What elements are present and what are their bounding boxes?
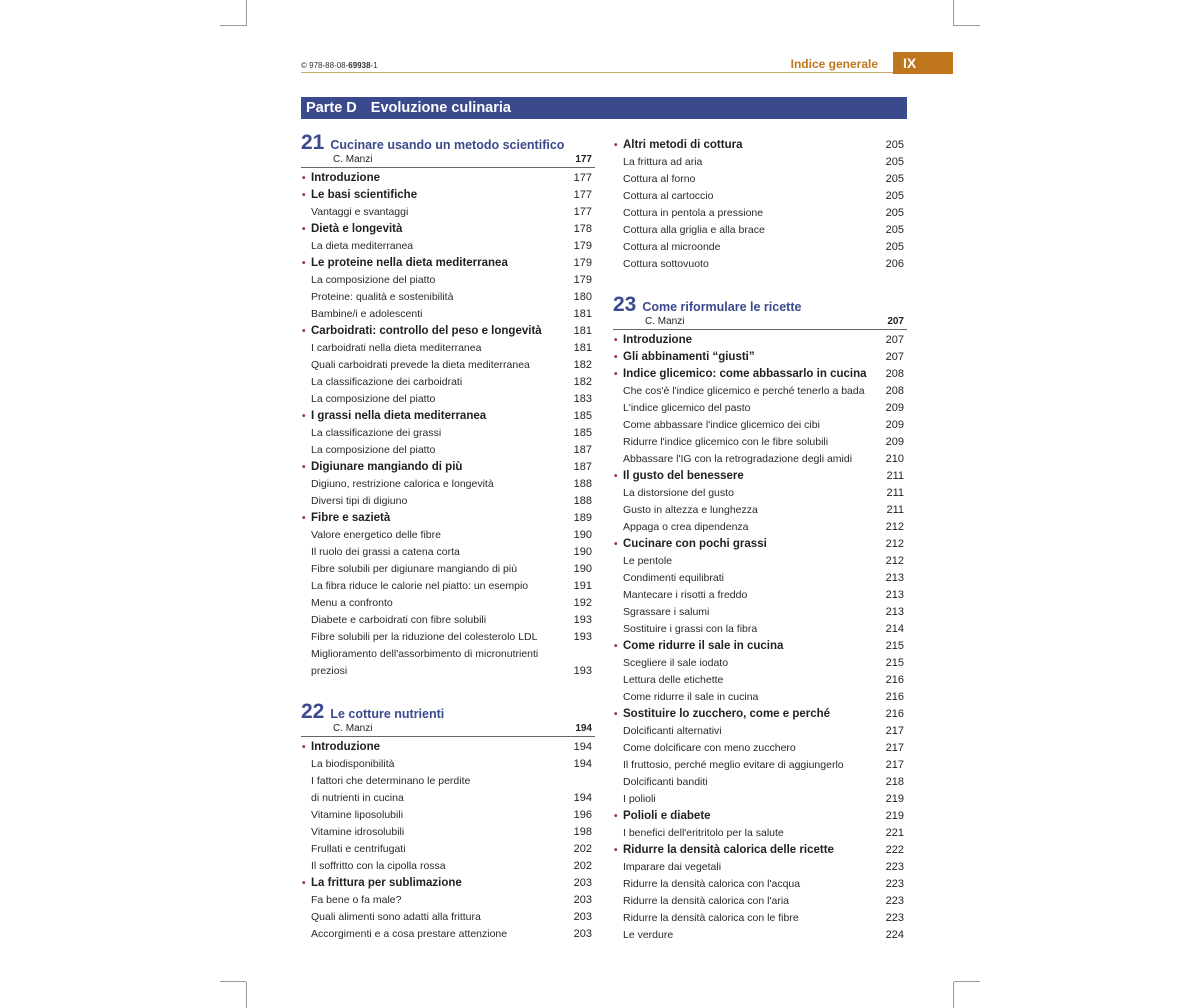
entry-page: 217	[885, 759, 904, 771]
entry-page: 219	[885, 810, 904, 822]
entry-title: La distorsione del gusto	[623, 487, 734, 499]
entry-page: 190	[573, 563, 592, 575]
entry-page: 208	[885, 385, 904, 397]
toc-subsection	[301, 807, 595, 824]
toc-section	[301, 170, 595, 187]
entry-title: • Polioli e diabete	[613, 808, 711, 825]
entry-title: • La frittura per sublimazione	[301, 875, 462, 892]
entry-page: 211	[886, 504, 904, 516]
entry-title: Ridurre la densità calorica con l'acqua	[623, 878, 801, 890]
entry-title: La composizione del piatto	[311, 274, 436, 286]
entry-page: 205	[885, 139, 904, 151]
toc-section	[301, 255, 595, 272]
chapter-author-line	[301, 722, 595, 737]
entry-title: • Come ridurre il sale in cucina	[613, 638, 783, 655]
chapter-author-line	[613, 315, 907, 330]
toc-section	[301, 739, 595, 756]
entry-title: Cottura al forno	[623, 173, 696, 185]
toc-subsection	[613, 256, 907, 273]
crop-mark	[246, 0, 247, 26]
entry-title: Frullati e centrifugati	[311, 843, 406, 855]
entry-title: Condimenti equilibrati	[623, 572, 724, 584]
toc-subsection	[301, 306, 595, 323]
toc-subsection	[613, 222, 907, 239]
entry-page: 205	[885, 224, 904, 236]
chapter-number: 23	[613, 293, 637, 316]
entry-page: 205	[885, 241, 904, 253]
toc-section	[613, 536, 907, 553]
entry-page: 209	[885, 436, 904, 448]
entry-page: 210	[885, 453, 904, 465]
entry-title: Miglioramento dell'assorbimento di micronutrienti	[311, 648, 539, 660]
chapter-author: C. Manzi	[645, 316, 685, 327]
entry-title: • Sostituire lo zucchero, come e perché	[613, 706, 830, 723]
crop-mark	[954, 981, 980, 982]
toc-subsection	[301, 289, 595, 306]
entry-title: • Cucinare con pochi grassi	[613, 536, 767, 553]
toc-section	[301, 459, 595, 476]
entry-page: 209	[885, 402, 904, 414]
entry-page: 223	[885, 878, 904, 890]
entry-title: Dolcificanti banditi	[623, 776, 708, 788]
toc-section	[301, 323, 595, 340]
entry-title: • Introduzione	[301, 739, 380, 756]
toc-section	[613, 349, 907, 366]
entry-title: • Digiunare mangiando di più	[301, 459, 462, 476]
entry-title: • Carboidrati: controllo del peso e longevità	[301, 323, 542, 340]
toc-subsection	[301, 790, 595, 807]
entry-page: 193	[573, 631, 592, 643]
entry-page: 211	[886, 470, 904, 482]
entry-page: 205	[885, 207, 904, 219]
toc-subsection	[301, 340, 595, 357]
entry-page: 212	[885, 555, 904, 567]
entry-page: 216	[885, 691, 904, 703]
entry-page: 177	[573, 206, 592, 218]
toc-section	[301, 408, 595, 425]
entry-title: Cottura al cartoccio	[623, 190, 714, 202]
toc-subsection	[613, 774, 907, 791]
chapter-page: 207	[887, 316, 904, 327]
entry-title: La fibra riduce le calorie nel piatto: un esempio	[311, 580, 529, 592]
entry-title: Imparare dai vegetali	[623, 861, 722, 873]
entry-title: L'indice glicemico del pasto	[623, 402, 751, 414]
entry-page: 219	[885, 793, 904, 805]
toc-subsection	[613, 154, 907, 171]
entry-title: • I grassi nella dieta mediterranea	[301, 408, 486, 425]
toc-subsection	[301, 238, 595, 255]
entry-title: Che cos'è l'indice glicemico e perché tenerlo a bada	[623, 385, 865, 397]
entry-title: I benefici dell'eritritolo per la salute	[623, 827, 784, 839]
entry-page: 194	[573, 792, 592, 804]
entry-title: Cottura alla griglia e alla brace	[623, 224, 765, 236]
entry-page: 203	[573, 877, 592, 889]
entry-page: 190	[573, 529, 592, 541]
entry-page: 223	[885, 861, 904, 873]
entry-title: Gusto in altezza e lunghezza	[623, 504, 758, 516]
entry-title: I carboidrati nella dieta mediterranea	[311, 342, 482, 354]
part-heading	[301, 97, 907, 119]
toc-subsection	[301, 629, 595, 646]
entry-page: 181	[573, 342, 592, 354]
entry-title: • Il gusto del benessere	[613, 468, 744, 485]
entry-page: 191	[573, 580, 592, 592]
toc-section	[613, 638, 907, 655]
toc-subsection	[613, 188, 907, 205]
toc-subsection	[613, 927, 907, 944]
toc-subsection	[613, 519, 907, 536]
entry-page: 209	[885, 419, 904, 431]
toc-subsection	[613, 672, 907, 689]
entry-page: 213	[885, 572, 904, 584]
entry-title: • Fibre e sazietà	[301, 510, 390, 527]
toc-subsection	[613, 859, 907, 876]
entry-title: Diversi tipi di digiuno	[311, 495, 408, 507]
entry-page: 203	[573, 894, 592, 906]
chapter-author-line	[301, 153, 595, 168]
entry-page: 205	[885, 156, 904, 168]
entry-page: 179	[573, 240, 592, 252]
chapter-block	[301, 131, 595, 680]
toc-subsection	[301, 204, 595, 221]
entry-title: Il fruttosio, perché meglio evitare di aggiungerlo	[623, 759, 844, 771]
toc-subsection	[613, 171, 907, 188]
toc-right-column	[613, 137, 907, 944]
chapter-page: 194	[575, 723, 592, 734]
entry-title: Vitamine idrosolubili	[311, 826, 405, 838]
toc-subsection	[613, 417, 907, 434]
entry-title: La frittura ad aria	[623, 156, 703, 168]
entry-title: Vantaggi e svantaggi	[311, 206, 409, 218]
toc-subsection	[301, 374, 595, 391]
toc-subsection	[301, 476, 595, 493]
entry-page: 217	[885, 742, 904, 754]
toc-subsection	[613, 791, 907, 808]
entry-page: 214	[885, 623, 904, 635]
entry-title: • Ridurre la densità calorica delle ricette	[613, 842, 834, 859]
entry-title: Fibre solubili per la riduzione del colesterolo LDL	[311, 631, 538, 643]
entry-title: Bambine/i e adolescenti	[311, 308, 423, 320]
entry-title: Vitamine liposolubili	[311, 809, 404, 821]
entry-page: 212	[885, 521, 904, 533]
entry-page: 216	[885, 674, 904, 686]
toc-subsection	[613, 570, 907, 587]
toc-subsection	[613, 825, 907, 842]
entry-page: 213	[885, 589, 904, 601]
toc-subsection	[613, 587, 907, 604]
chapter-author: C. Manzi	[333, 154, 373, 165]
entry-page: 216	[885, 708, 904, 720]
entry-page: 177	[573, 172, 592, 184]
entry-page: 223	[885, 912, 904, 924]
entry-title: Sgrassare i salumi	[623, 606, 710, 618]
entry-page: 182	[573, 359, 592, 371]
part-label: Parte D	[306, 100, 357, 116]
entry-page: 206	[885, 258, 904, 270]
toc-subsection	[301, 612, 595, 629]
entry-title: I polioli	[623, 793, 656, 805]
entry-title: • Gli abbinamenti “giusti”	[613, 349, 755, 366]
entry-page: 208	[885, 368, 904, 380]
toc-subsection	[613, 434, 907, 451]
toc-subsection	[301, 544, 595, 561]
crop-mark	[954, 25, 980, 26]
page-number: IX	[893, 52, 953, 74]
entry-title: La dieta mediterranea	[311, 240, 414, 252]
chapter-heading	[613, 293, 907, 315]
chapter-continuation	[613, 137, 907, 273]
toc-subsection	[301, 892, 595, 909]
toc-subsection	[613, 604, 907, 621]
toc-subsection	[613, 689, 907, 706]
entry-page: 194	[573, 758, 592, 770]
toc-section	[613, 468, 907, 485]
chapter-number: 21	[301, 131, 325, 154]
entry-title: Mantecare i risotti a freddo	[623, 589, 748, 601]
crop-mark	[220, 981, 246, 982]
entry-title: Menu a confronto	[311, 597, 393, 609]
entry-page: 215	[885, 657, 904, 669]
toc-subsection	[301, 578, 595, 595]
entry-title: Accorgimenti e a cosa prestare attenzione	[311, 928, 508, 940]
toc-subsection	[301, 357, 595, 374]
entry-page: 211	[886, 487, 904, 499]
crop-mark	[953, 0, 954, 26]
entry-page: 182	[573, 376, 592, 388]
entry-title: Quali carboidrati prevede la dieta mediterranea	[311, 359, 530, 371]
toc-subsection	[613, 876, 907, 893]
entry-title: • Dietà e longevità	[301, 221, 402, 238]
toc-subsection	[613, 757, 907, 774]
entry-page: 190	[573, 546, 592, 558]
entry-title: Dolcificanti alternativi	[623, 725, 722, 737]
toc-subsection	[301, 272, 595, 289]
entry-title: • Introduzione	[301, 170, 380, 187]
toc-left-column	[301, 131, 595, 943]
running-title: Indice generale	[790, 57, 878, 71]
entry-title: Sostituire i grassi con la fibra	[623, 623, 758, 635]
entry-title: Appaga o crea dipendenza	[623, 521, 749, 533]
entry-page: 222	[885, 844, 904, 856]
entry-page: 196	[573, 809, 592, 821]
entry-page: 207	[885, 334, 904, 346]
toc-subsection	[301, 773, 595, 790]
toc-subsection	[613, 621, 907, 638]
entry-page: 221	[885, 827, 904, 839]
entry-page: 187	[573, 444, 592, 456]
entry-page: 213	[885, 606, 904, 618]
entry-title: La classificazione dei grassi	[311, 427, 442, 439]
entry-title: Valore energetico delle fibre	[311, 529, 441, 541]
crop-mark	[220, 25, 246, 26]
entry-title: Diabete e carboidrati con fibre solubili	[311, 614, 487, 626]
toc-subsection	[613, 723, 907, 740]
entry-page: 178	[573, 223, 592, 235]
toc-subsection	[301, 663, 595, 680]
entry-page: 198	[573, 826, 592, 838]
entry-title: Digiuno, restrizione calorica e longevità	[311, 478, 494, 490]
entry-title: La biodisponibilità	[311, 758, 395, 770]
entry-page: 179	[573, 274, 592, 286]
entry-page: 181	[573, 325, 592, 337]
entry-title: Il ruolo dei grassi a catena corta	[311, 546, 460, 558]
entry-page: 202	[573, 860, 592, 872]
entry-title: di nutrienti in cucina	[311, 792, 404, 804]
toc-subsection	[301, 858, 595, 875]
toc-subsection	[301, 391, 595, 408]
toc-subsection	[613, 655, 907, 672]
entry-title: Il soffritto con la cipolla rossa	[311, 860, 446, 872]
entry-page: 215	[885, 640, 904, 652]
chapter-number: 22	[301, 700, 325, 723]
toc-subsection	[301, 425, 595, 442]
toc-section	[613, 332, 907, 349]
entry-page: 185	[573, 410, 592, 422]
entry-title: Come ridurre il sale in cucina	[623, 691, 759, 703]
entry-page: 188	[573, 478, 592, 490]
entry-title: Cottura in pentola a pressione	[623, 207, 764, 219]
entry-page: 192	[573, 597, 592, 609]
toc-subsection	[613, 502, 907, 519]
entry-title: La composizione del piatto	[311, 444, 436, 456]
entry-page: 203	[573, 928, 592, 940]
entry-title: Fa bene o fa male?	[311, 894, 402, 906]
entry-title: Ridurre l'indice glicemico con le fibre solubili	[623, 436, 829, 448]
toc-section	[301, 187, 595, 204]
toc-subsection	[613, 485, 907, 502]
chapter-page: 177	[575, 154, 592, 165]
entry-title: Lettura delle etichette	[623, 674, 724, 686]
entry-title: I fattori che determinano le perdite	[311, 775, 471, 787]
entry-title: Abbassare l'IG con la retrogradazione degli amidi	[623, 453, 853, 465]
toc-subsection	[301, 756, 595, 773]
entry-title: preziosi	[311, 665, 348, 677]
toc-subsection	[301, 841, 595, 858]
entry-title: • Indice glicemico: come abbassarlo in cucina	[613, 366, 867, 383]
toc-subsection	[613, 239, 907, 256]
toc-subsection	[301, 527, 595, 544]
toc-subsection	[301, 493, 595, 510]
toc-subsection	[613, 400, 907, 417]
toc-section	[301, 221, 595, 238]
entry-page: 177	[573, 189, 592, 201]
chapter-block	[613, 293, 907, 944]
entry-title: • Le basi scientifiche	[301, 187, 417, 204]
toc-subsection	[613, 893, 907, 910]
entry-title: Ridurre la densità calorica con l'aria	[623, 895, 790, 907]
toc-subsection	[301, 561, 595, 578]
entry-title: Proteine: qualità e sostenibilità	[311, 291, 454, 303]
chapter-heading	[301, 131, 595, 153]
chapter-title: Come riformulare le ricette	[642, 300, 802, 314]
entry-page: 188	[573, 495, 592, 507]
crop-mark	[953, 982, 954, 1008]
chapter-heading	[301, 700, 595, 722]
crop-mark	[246, 982, 247, 1008]
toc-section	[613, 366, 907, 383]
entry-page: 185	[573, 427, 592, 439]
toc-subsection	[613, 383, 907, 400]
toc-subsection	[613, 553, 907, 570]
toc-section	[613, 842, 907, 859]
toc-section	[613, 137, 907, 154]
entry-page: 205	[885, 190, 904, 202]
chapter-title: Le cotture nutrienti	[330, 707, 445, 721]
entry-page: 212	[885, 538, 904, 550]
toc-subsection	[301, 926, 595, 943]
entry-page: 179	[573, 257, 592, 269]
entry-page: 207	[885, 351, 904, 363]
toc-subsection	[301, 909, 595, 926]
entry-title: • Introduzione	[613, 332, 692, 349]
entry-title: • Le proteine nella dieta mediterranea	[301, 255, 508, 272]
entry-title: La composizione del piatto	[311, 393, 436, 405]
toc-section	[301, 510, 595, 527]
entry-page: 194	[573, 741, 592, 753]
entry-page: 181	[573, 308, 592, 320]
entry-page: 202	[573, 843, 592, 855]
entry-title: • Altri metodi di cottura	[613, 137, 742, 154]
entry-title: Quali alimenti sono adatti alla frittura	[311, 911, 481, 923]
toc-subsection	[301, 442, 595, 459]
entry-title: Cottura sottovuoto	[623, 258, 709, 270]
entry-title: Cottura al microonde	[623, 241, 721, 253]
header-rule	[301, 72, 953, 73]
entry-title: Le pentole	[623, 555, 673, 567]
entry-page: 203	[573, 911, 592, 923]
toc-subsection	[613, 740, 907, 757]
entry-page: 218	[885, 776, 904, 788]
entry-title: Come dolcificare con meno zucchero	[623, 742, 796, 754]
toc-subsection	[301, 824, 595, 841]
toc-subsection	[301, 646, 595, 663]
entry-page: 193	[573, 614, 592, 626]
entry-title: Come abbassare l'indice glicemico dei cibi	[623, 419, 820, 431]
toc-section	[613, 808, 907, 825]
toc-subsection	[301, 595, 595, 612]
chapter-title: Cucinare usando un metodo scientifico	[330, 138, 565, 152]
toc-section	[301, 875, 595, 892]
entry-page: 193	[573, 665, 592, 677]
toc-section	[613, 706, 907, 723]
isbn: © 978-88-08-69938-1	[301, 61, 378, 70]
entry-title: La classificazione dei carboidrati	[311, 376, 463, 388]
entry-page: 189	[573, 512, 592, 524]
toc-subsection	[613, 451, 907, 468]
toc-subsection	[613, 910, 907, 927]
chapter-author: C. Manzi	[333, 723, 373, 734]
entry-title: Ridurre la densità calorica con le fibre	[623, 912, 799, 924]
entry-title: Le verdure	[623, 929, 674, 941]
entry-page: 205	[885, 173, 904, 185]
entry-page: 223	[885, 895, 904, 907]
part-name: Evoluzione culinaria	[370, 100, 511, 116]
entry-title: Fibre solubili per digiunare mangiando di più	[311, 563, 518, 575]
entry-page: 183	[573, 393, 592, 405]
toc-subsection	[613, 205, 907, 222]
entry-page: 180	[573, 291, 592, 303]
entry-page: 224	[885, 929, 904, 941]
entry-page: 187	[573, 461, 592, 473]
entry-title: Scegliere il sale iodato	[623, 657, 729, 669]
entry-page: 217	[885, 725, 904, 737]
chapter-block	[301, 700, 595, 943]
